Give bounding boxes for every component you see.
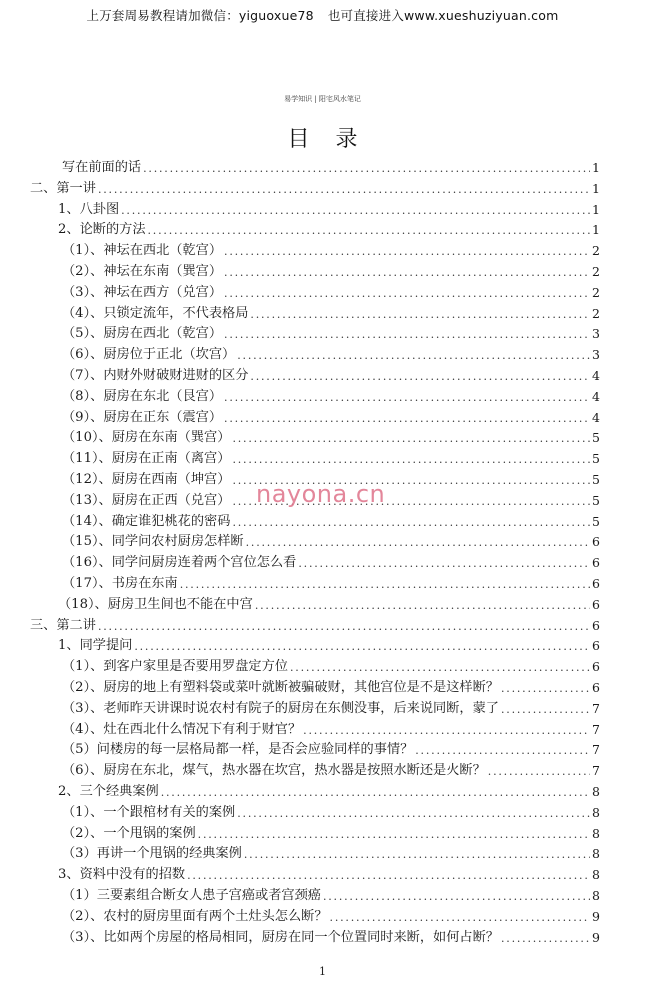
toc-entry-label: （4）、灶在西北什么情况下有利于财官？ xyxy=(62,721,302,737)
toc-dot-leader xyxy=(224,264,590,282)
toc-entry-label: 二、第一讲 xyxy=(30,180,96,196)
toc-entry-label: （4）、只锁定流年，不代表格局 xyxy=(62,305,249,321)
toc-entry-label: 3、资料中没有的招数 xyxy=(58,867,186,883)
toc-entry-label: （9）、厨房在正东（震宫） xyxy=(62,409,223,425)
toc-entry[interactable] xyxy=(62,553,600,573)
toc-dot-leader xyxy=(224,285,590,303)
toc-entry-label: （3）、老师昨天讲课时说农村有院子的厨房在东侧没事，后来说同断，蒙了 xyxy=(62,700,499,716)
toc-entry-page: 5 xyxy=(592,492,600,508)
toc-entry-page: 5 xyxy=(592,430,600,446)
toc-entry-page: 2 xyxy=(592,305,600,321)
toc-entry[interactable] xyxy=(62,657,600,677)
toc-entry[interactable] xyxy=(62,844,600,864)
toc-dot-leader xyxy=(143,160,590,178)
top-banner xyxy=(0,6,645,24)
toc-entry[interactable] xyxy=(62,720,600,740)
toc-entry-label: （11）、厨房在正南（离宫） xyxy=(62,451,231,467)
toc-entry[interactable] xyxy=(62,408,600,428)
toc-entry[interactable] xyxy=(62,324,600,344)
toc-entry-label: （14）、确定谁犯桃花的密码 xyxy=(62,513,231,529)
toc-dot-leader xyxy=(148,222,591,240)
toc-entry-label: 2、论断的方法 xyxy=(58,222,146,238)
toc-entry[interactable] xyxy=(30,616,600,636)
page-title: 目录 xyxy=(287,127,384,152)
toc-entry[interactable] xyxy=(62,699,600,719)
toc-entry[interactable] xyxy=(62,761,600,781)
toc-entry-page: 6 xyxy=(592,617,600,633)
toc-entry-label: （2）、农村的厨房里面有两个土灶头怎么断？ xyxy=(62,908,328,924)
toc-dot-leader xyxy=(224,389,590,407)
toc-entry[interactable] xyxy=(62,740,600,760)
toc-dot-leader xyxy=(198,826,590,844)
toc-dot-leader xyxy=(232,514,590,532)
toc-entry-page: 6 xyxy=(592,638,600,654)
watermark: nayona.cn xyxy=(256,480,386,508)
toc-entry-page: 5 xyxy=(592,513,600,529)
toc-entry[interactable] xyxy=(62,366,600,386)
toc-entry[interactable] xyxy=(58,782,600,802)
toc-entry[interactable] xyxy=(62,304,600,324)
toc-entry-page: 2 xyxy=(592,284,600,300)
toc-dot-leader xyxy=(232,430,590,448)
toc-entry[interactable] xyxy=(62,907,600,927)
toc-dot-leader xyxy=(187,867,590,885)
toc-entry-label: （10）、厨房在东南（巽宫） xyxy=(62,430,231,446)
toc-dot-leader xyxy=(237,347,590,365)
toc-entry-label: （1）三要素组合断女人患子宫癌或者宫颈癌 xyxy=(62,888,321,903)
toc-dot-leader xyxy=(98,618,590,636)
toc-entry[interactable] xyxy=(62,928,600,948)
toc-dot-leader xyxy=(330,909,591,927)
page-number: 1 xyxy=(319,965,326,978)
toc-entry-label: （1）、一个跟棺材有关的案例 xyxy=(62,804,236,820)
toc-entry[interactable] xyxy=(62,345,600,365)
toc-entry-page: 8 xyxy=(592,825,600,841)
toc-entry-label: （6）、厨房位于正北（坎宫） xyxy=(62,347,236,363)
toc-entry-label: （3）再讲一个甩锅的经典案例 xyxy=(62,846,242,862)
toc-entry-page: 8 xyxy=(592,804,600,820)
toc-entry-page: 8 xyxy=(592,888,600,903)
toc-dot-leader xyxy=(501,680,590,698)
toc-entry[interactable] xyxy=(58,595,600,615)
toc-entry-page: 8 xyxy=(592,784,600,799)
toc-dot-leader xyxy=(323,888,590,906)
toc-entry-label: 写在前面的话 xyxy=(62,160,142,175)
toc-dot-leader xyxy=(161,784,590,802)
toc-dot-leader xyxy=(246,534,590,552)
toc-entry-label: 三、第二讲 xyxy=(30,617,96,633)
toc-entry-page: 4 xyxy=(592,388,600,404)
toc-dot-leader xyxy=(224,326,590,344)
toc-dot-leader xyxy=(303,722,590,740)
running-header: 易学知识 | 阳宅风水笔记 xyxy=(284,95,361,103)
toc-entry[interactable] xyxy=(58,220,600,240)
toc-entry[interactable] xyxy=(62,241,600,261)
toc-entry-page: 9 xyxy=(592,908,600,924)
toc-entry[interactable] xyxy=(62,886,600,906)
toc-entry-page: 1 xyxy=(592,222,600,238)
toc-entry-label: （2）、一个甩锅的案例 xyxy=(62,825,196,841)
toc-entry-label: 1、八卦图 xyxy=(58,201,120,217)
toc-dot-leader xyxy=(250,368,590,386)
toc-entry[interactable] xyxy=(62,803,600,823)
toc-entry[interactable] xyxy=(62,824,600,844)
toc-entry-page: 4 xyxy=(592,409,600,425)
toc-entry[interactable] xyxy=(62,574,600,594)
toc-entry-page: 8 xyxy=(592,867,600,883)
toc-entry[interactable] xyxy=(62,262,600,282)
toc-entry-label: （8）、厨房在东北（艮宫） xyxy=(62,388,223,404)
toc-entry-label: （3）、比如两个房屋的格局相同，厨房在同一个位置同时来断，如何占断？ xyxy=(62,929,499,945)
toc-dot-leader xyxy=(244,846,590,864)
toc-entry-label: （3）、神坛在西方（兑宫） xyxy=(62,284,223,300)
toc-entry-page: 1 xyxy=(592,180,600,196)
toc-entry-label: （15）、同学问农村厨房怎样断 xyxy=(62,534,244,550)
toc-entry-label: （1）、神坛在西北（乾宫） xyxy=(62,243,223,259)
toc-entry-label: （2）、神坛在东南（巽宫） xyxy=(62,264,223,279)
toc-entry-label: 1、同学提问 xyxy=(58,638,133,654)
toc-entry-page: 8 xyxy=(592,846,600,862)
toc-dot-leader xyxy=(501,701,590,719)
toc-dot-leader xyxy=(290,659,590,677)
toc-entry-page: 3 xyxy=(592,347,600,363)
toc-entry-label: （17）、书房在东南 xyxy=(62,576,178,591)
toc-dot-leader xyxy=(250,306,590,324)
toc-dot-leader xyxy=(224,410,590,428)
toc-entry-page: 2 xyxy=(592,264,600,279)
toc-entry-page: 6 xyxy=(592,534,600,550)
toc-dot-leader xyxy=(501,930,590,948)
toc-dot-leader xyxy=(224,243,590,261)
toc-entry-label: （16）、同学问厨房连着两个宫位怎么看 xyxy=(62,555,297,571)
toc-entry-page: 7 xyxy=(592,742,600,758)
toc-entry[interactable] xyxy=(62,532,600,552)
toc-entry-label: （6）、厨房在东北，煤气，热水器在坎宫，热水器是按照水断还是火断？ xyxy=(62,763,486,779)
toc-entry-page: 7 xyxy=(592,763,600,779)
toc-entry[interactable] xyxy=(58,865,600,885)
toc-entry-page: 1 xyxy=(592,160,600,175)
toc-entry-label: （5）、厨房在西北（乾宫） xyxy=(62,326,223,342)
toc-dot-leader xyxy=(237,805,590,823)
toc-entry-page: 6 xyxy=(592,596,600,612)
toc-entry-page: 7 xyxy=(592,721,600,737)
toc-entry-page: 6 xyxy=(592,555,600,571)
toc-entry-page: 4 xyxy=(592,368,600,383)
banner-wechat-text: 上万套周易教程请加微信：yiguoxue78 xyxy=(86,8,314,23)
toc-entry[interactable] xyxy=(62,283,600,303)
toc-entry-label: （1）、到客户家里是否要用罗盘定方位 xyxy=(62,659,288,675)
toc-entry-label: （7）、内财外财破财进财的区分 xyxy=(62,368,249,383)
toc-entry-page: 5 xyxy=(592,472,600,487)
toc-dot-leader xyxy=(415,742,590,760)
toc-entry-label: （18）、厨房卫生间也不能在中宫 xyxy=(58,596,253,612)
toc-dot-leader xyxy=(98,181,590,199)
toc-entry-page: 7 xyxy=(592,700,600,716)
toc-entry-page: 1 xyxy=(592,201,600,217)
toc-entry-page: 6 xyxy=(592,576,600,591)
toc-entry-page: 6 xyxy=(592,659,600,675)
toc-entry[interactable] xyxy=(62,428,600,448)
toc-dot-leader xyxy=(298,555,590,573)
toc-entry-label: （12）、厨房在西南（坤宫） xyxy=(62,472,231,487)
toc-entry-label: （2）、厨房的地上有塑料袋或菜叶就断被骗破财，其他宫位是不是这样断？ xyxy=(62,680,499,695)
toc-entry[interactable] xyxy=(58,200,600,220)
toc-entry[interactable] xyxy=(62,512,600,532)
toc-entry-label: 2、三个经典案例 xyxy=(58,784,159,799)
toc-entry[interactable] xyxy=(58,636,600,656)
toc-entry[interactable] xyxy=(30,179,600,199)
toc-entry-page: 5 xyxy=(592,451,600,467)
toc-entry[interactable] xyxy=(62,449,600,469)
toc-entry[interactable] xyxy=(62,387,600,407)
toc-entry-label: （5）问楼房的每一层格局都一样，是否会应验同样的事情？ xyxy=(62,742,414,758)
toc-entry[interactable] xyxy=(62,158,600,178)
toc-dot-leader xyxy=(232,451,590,469)
toc-entry[interactable] xyxy=(62,678,600,698)
toc-entry-page: 3 xyxy=(592,326,600,342)
toc-entry-page: 6 xyxy=(592,680,600,695)
toc-entry-page: 2 xyxy=(592,243,600,259)
toc-dot-leader xyxy=(180,576,590,594)
toc-entry-label: （13）、厨房在正西（兑宫） xyxy=(62,492,231,508)
toc-dot-leader xyxy=(121,202,590,220)
toc-dot-leader xyxy=(134,638,590,656)
banner-website-text: 也可直接进入www.xueshuziyuan.com xyxy=(327,8,559,23)
toc-entry-page: 9 xyxy=(592,929,600,945)
toc-dot-leader xyxy=(255,597,590,615)
toc-dot-leader xyxy=(488,763,590,781)
